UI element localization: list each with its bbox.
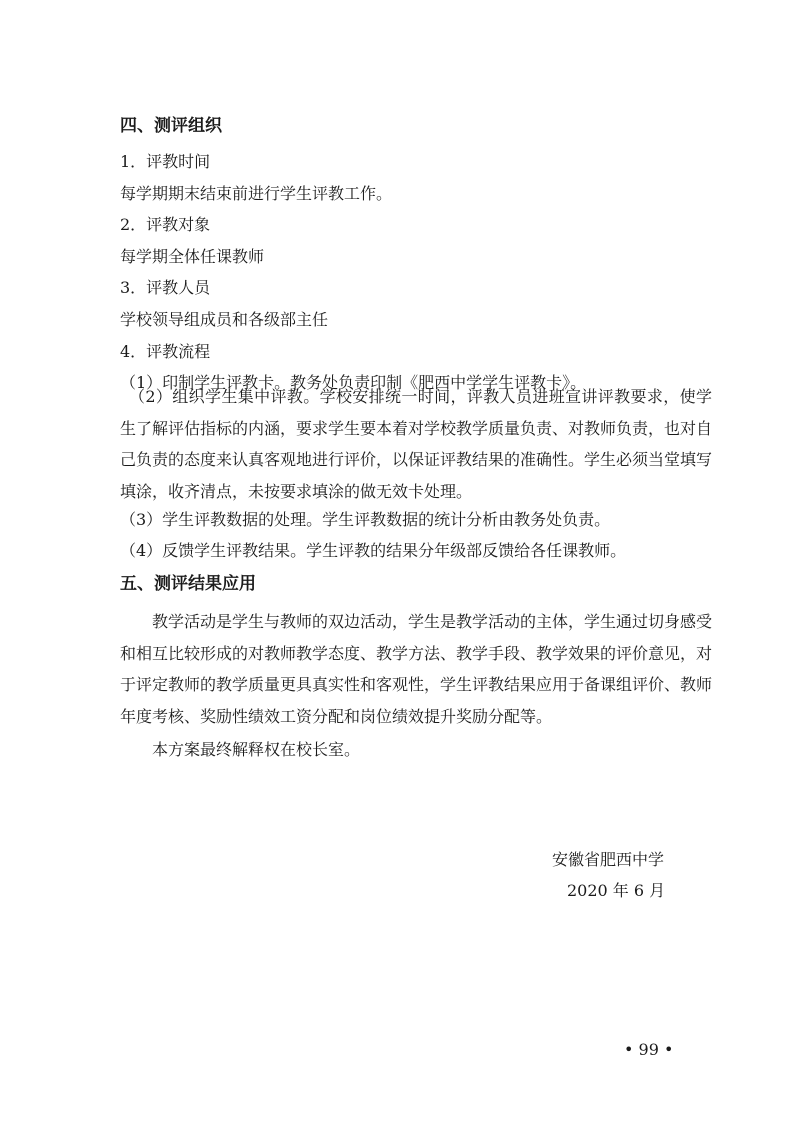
- signature-organization: 安徽省肥西中学: [552, 850, 665, 869]
- process-step-4: （4）反馈学生评教结果。学生评教的结果分年级部反馈给各任课教师。: [120, 541, 627, 560]
- interpretation-rights-paragraph: 本方案最终解释权在校长室。: [152, 740, 361, 759]
- process-step-1: （1）印制学生评教卡。教务处负责印制《肥西中学学生评教卡》。: [120, 373, 587, 392]
- process-step-3: （3）学生评教数据的处理。学生评教数据的统计分析由教务处负责。: [120, 510, 611, 529]
- signature-date: 2020 年 6 月: [567, 881, 666, 900]
- item-label-evaluation-staff: 3．评教人员: [120, 278, 211, 297]
- result-application-paragraph: 教学活动是学生与教师的双边活动，学生是教学活动的主体，学生通过切身感受和相互比较形成的对教师教学态度、教学方法、教学手段、教学效果的评价意见，对于评定教师的教学质量更具真实性和客观性，学生评教结果应用于备课组评价、教师年度考核、奖励性绩效工资分配和岗位绩效提升奖励分配等。: [120, 612, 713, 727]
- section-heading-result-application: 五、测评结果应用: [120, 574, 256, 594]
- item-label-evaluation-target: 2．评教对象: [120, 215, 211, 234]
- page-number: • 99 •: [624, 1040, 674, 1059]
- item-text-evaluation-target: 每学期全体任课教师: [120, 247, 265, 266]
- item-text-evaluation-staff: 学校领导组成员和各级部主任: [120, 310, 329, 329]
- item-label-evaluation-process: 4．评教流程: [120, 342, 211, 361]
- item-text-evaluation-time: 每学期期末结束前进行学生评教工作。: [120, 184, 393, 203]
- process-step-2: （2）组织学生集中评教。学校安排统一时间，评教人员进班宣讲评教要求，使学生了解评估指标的内涵，要求学生要本着对学校教学质量负责、对教师负责，也对自己负责的态度来认真客观地进行评价，以保证评教结果的准确性。学生必须当堂填写填涂，收齐清点，未按要求填涂的做无效卡处理。: [120, 387, 713, 502]
- item-label-evaluation-time: 1．评教时间: [120, 152, 211, 171]
- section-heading-evaluation-organization: 四、测评组织: [120, 116, 222, 136]
